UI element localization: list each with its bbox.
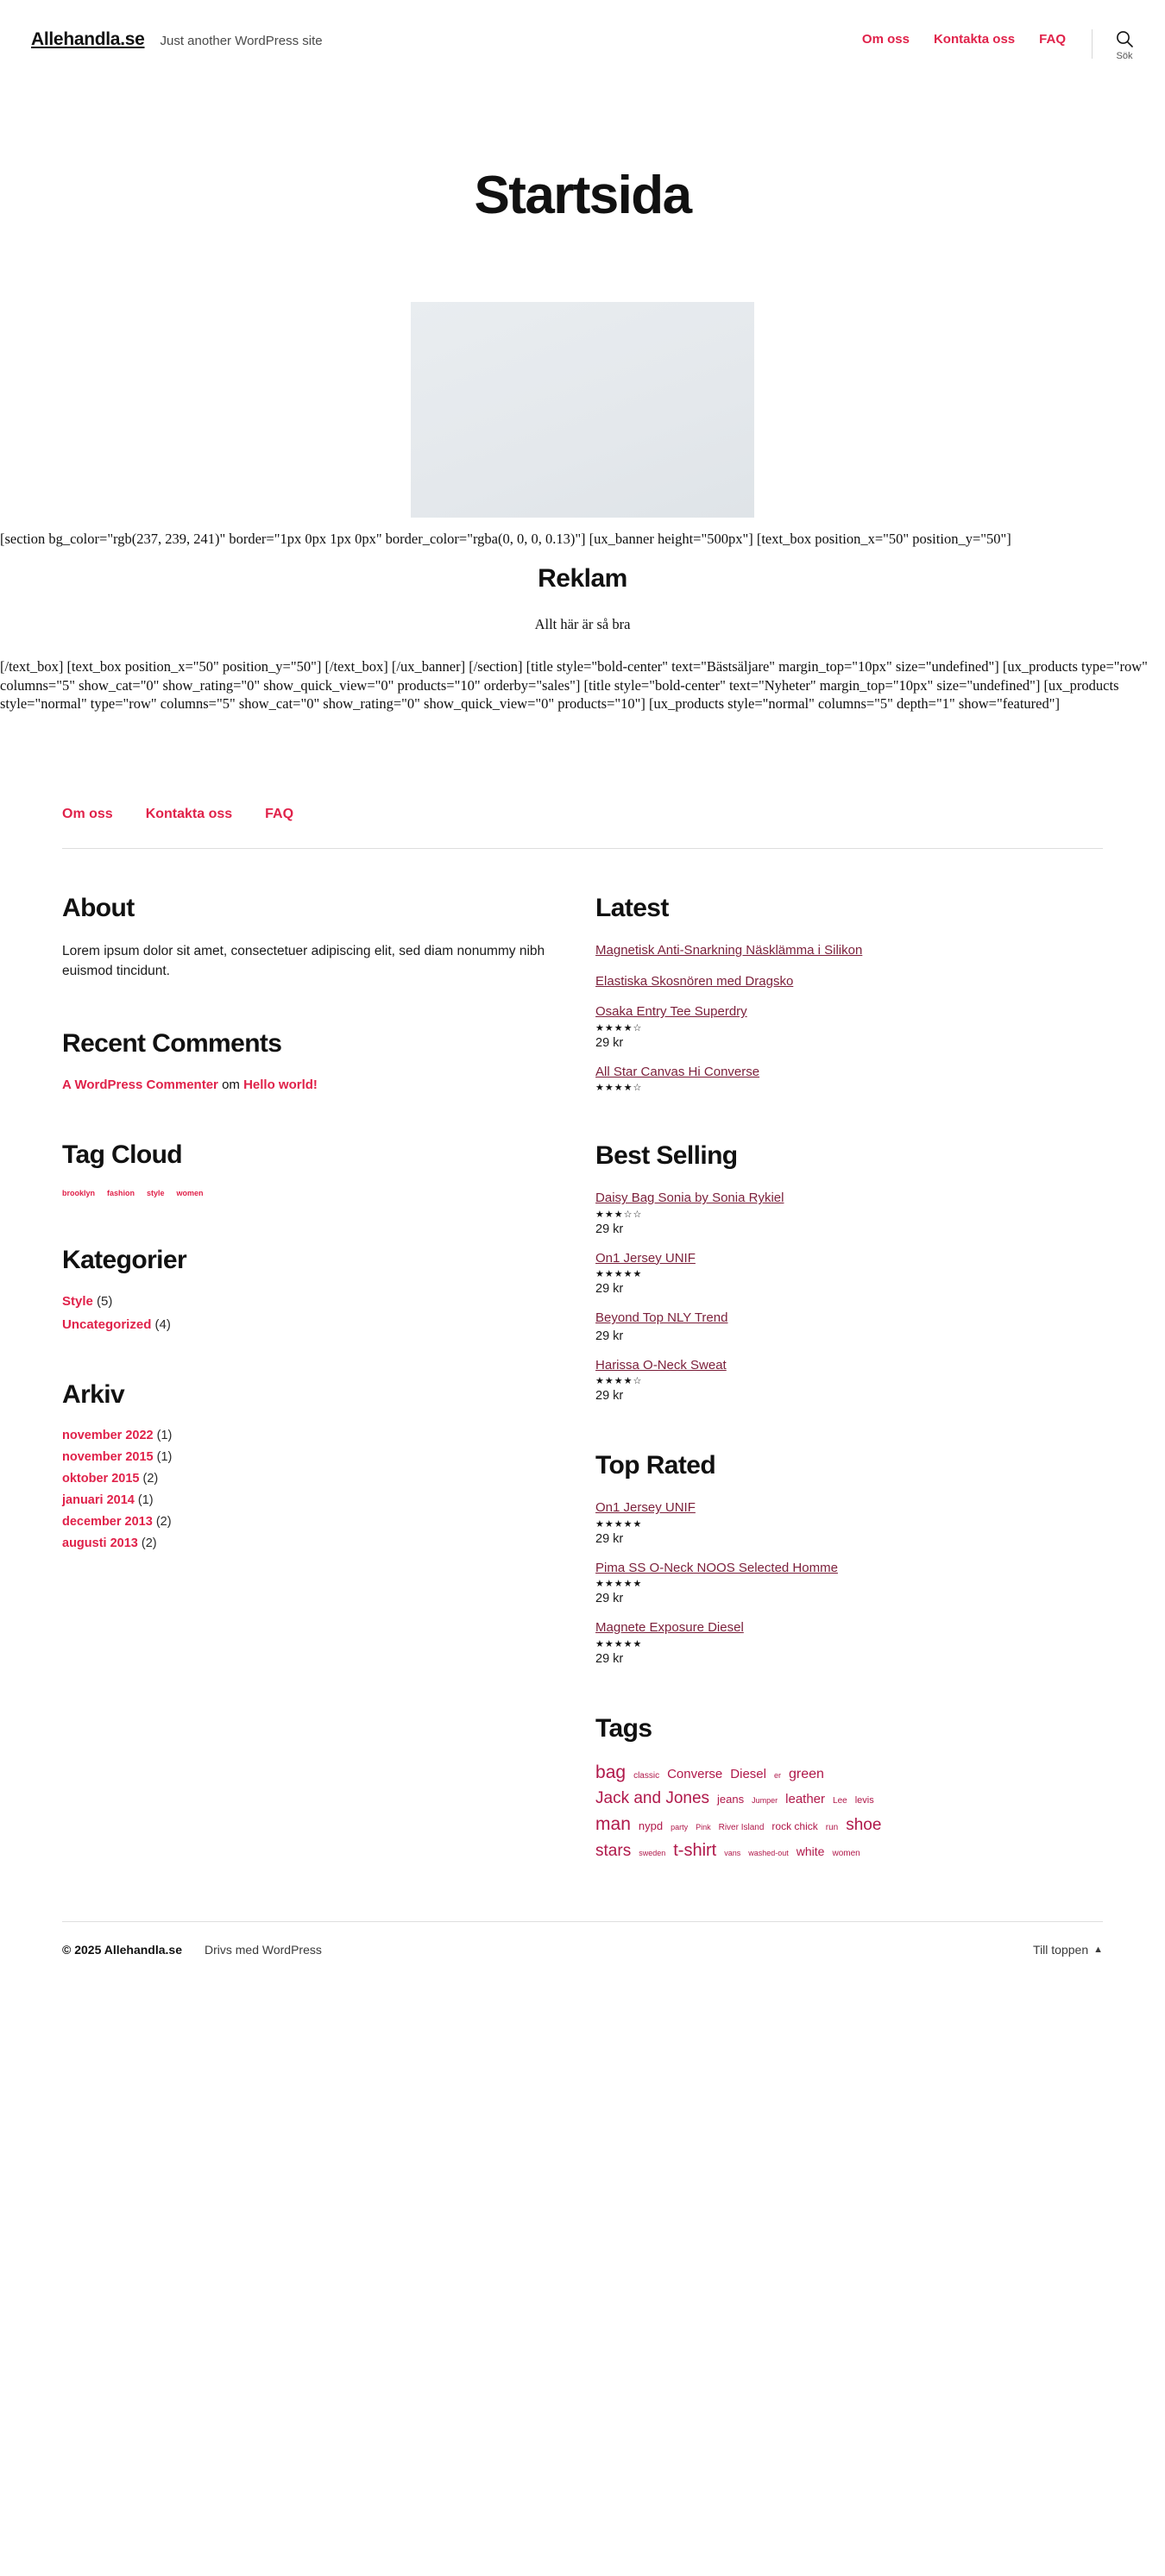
- widget-latest-title: Latest: [595, 894, 669, 923]
- back-to-top-link[interactable]: [1033, 1943, 1103, 1957]
- header-right: [862, 29, 1134, 61]
- product-price: 29 kr: [595, 1389, 624, 1404]
- tag-link[interactable]: man: [595, 1813, 631, 1834]
- archive-count: (2): [155, 1515, 172, 1529]
- product-price: 29 kr: [595, 1222, 624, 1236]
- category-link[interactable]: Style: [62, 1294, 93, 1309]
- list-item: [62, 1450, 561, 1464]
- reklam-heading: Reklam: [538, 563, 627, 593]
- branding: [31, 29, 323, 50]
- archive-count: (1): [156, 1450, 173, 1464]
- widget-kategorier: [62, 1246, 561, 1332]
- tag-link[interactable]: Lee: [833, 1795, 847, 1806]
- top-rated-product-list: [595, 1499, 1103, 1666]
- widget-tags: [595, 1714, 1103, 1861]
- tag-cloud-list: [595, 1762, 889, 1861]
- comment-connector: om: [222, 1078, 240, 1092]
- tag-link[interactable]: stars: [595, 1841, 632, 1860]
- arrow-up-icon: ▲: [1093, 1944, 1103, 1955]
- category-count: (5): [97, 1294, 113, 1309]
- list-item: [595, 973, 1103, 990]
- list-item: [595, 1250, 1103, 1297]
- list-item: [62, 1515, 561, 1529]
- tag-link[interactable]: sweden: [639, 1848, 666, 1857]
- best-selling-product-list: [595, 1190, 1103, 1403]
- nav-item-faq[interactable]: FAQ: [1039, 32, 1066, 47]
- widget-recent-comments: [62, 1029, 561, 1092]
- list-item: [595, 1310, 1103, 1343]
- product-link[interactable]: Harissa O-Neck Sweat: [595, 1357, 727, 1373]
- rating-stars: ★★★★☆: [595, 1083, 643, 1094]
- tag-link[interactable]: bag: [595, 1762, 627, 1782]
- primary-navigation: [862, 29, 1066, 47]
- tag-link[interactable]: style: [147, 1189, 165, 1197]
- product-price: 29 kr: [595, 1531, 624, 1546]
- category-link[interactable]: Uncategorized: [62, 1317, 152, 1332]
- footer-nav-item-om-oss[interactable]: Om oss: [62, 807, 113, 822]
- tag-link[interactable]: women: [176, 1189, 204, 1197]
- product-link[interactable]: All Star Canvas Hi Converse: [595, 1064, 760, 1079]
- product-price: 29 kr: [595, 1329, 624, 1343]
- product-link[interactable]: Pima SS O-Neck NOOS Selected Homme: [595, 1560, 838, 1575]
- list-item: [595, 1357, 1103, 1404]
- archive-count: (1): [137, 1493, 154, 1507]
- rating-stars: ★★★★★: [595, 1269, 643, 1280]
- header-divider: [1092, 29, 1093, 59]
- tag-link[interactable]: nypd: [638, 1819, 664, 1832]
- tag-link[interactable]: levis: [854, 1794, 874, 1806]
- tag-link[interactable]: shoe: [846, 1815, 882, 1834]
- nav-item-kontakta-oss[interactable]: Kontakta oss: [933, 32, 1016, 47]
- list-item: [62, 1429, 561, 1442]
- tag-link[interactable]: white: [796, 1844, 825, 1858]
- recent-comment-item: [62, 1078, 561, 1092]
- list-item: [62, 1294, 561, 1309]
- widget-best-selling-title: Best Selling: [595, 1141, 738, 1171]
- widget-tag-cloud-small: [62, 1140, 561, 1197]
- tag-link[interactable]: t-shirt: [673, 1840, 717, 1860]
- widget-about: [62, 894, 561, 981]
- tag-link[interactable]: Pink: [696, 1822, 711, 1831]
- tag-link[interactable]: women: [832, 1848, 860, 1858]
- footer-nav-item-faq[interactable]: FAQ: [265, 807, 294, 822]
- tag-link[interactable]: rock chick: [771, 1819, 818, 1832]
- footer-nav-item-kontakta-oss[interactable]: Kontakta oss: [145, 807, 233, 822]
- comment-author-link[interactable]: A WordPress Commenter: [62, 1078, 218, 1092]
- tag-link[interactable]: green: [788, 1766, 824, 1781]
- widget-top-rated: [595, 1451, 1103, 1666]
- widget-best-selling: [595, 1141, 1103, 1403]
- tag-link[interactable]: fashion: [107, 1189, 135, 1197]
- list-item: [595, 1499, 1103, 1546]
- reklam-subtext: Allt här är så bra: [534, 615, 631, 632]
- archive-link[interactable]: januari 2014: [62, 1493, 135, 1507]
- product-link[interactable]: Daisy Bag Sonia by Sonia Rykiel: [595, 1191, 784, 1206]
- site-header: [0, 0, 1165, 61]
- widget-about-text: Lorem ipsum dolor sit amet, consectetuer adipiscing elit, sed diam nonummy nibh euismod tincidunt.: [62, 944, 545, 978]
- widget-top-rated-title: Top Rated: [595, 1451, 716, 1480]
- shortcode-text-top: [section bg_color="rgb(237, 239, 241)" border="1px 0px 1px 0px" border_color="rgba(0, 0, 0, 0.13)"] [ux_banner height="500px"] [text_box position_x="50" position_y="50"]: [0, 531, 1011, 547]
- archive-link[interactable]: augusti 2013: [62, 1536, 138, 1550]
- category-count: (4): [154, 1317, 171, 1332]
- archive-link[interactable]: november 2015: [62, 1450, 154, 1464]
- widget-arkiv-title: Arkiv: [62, 1380, 125, 1409]
- list-item: [595, 942, 1103, 959]
- tag-link[interactable]: washed-out: [748, 1848, 789, 1857]
- widget-latest: [595, 894, 1103, 1093]
- site-tagline: Just another WordPress site: [160, 34, 323, 48]
- list-item: [62, 1472, 561, 1486]
- product-link[interactable]: Magnetisk Anti-Snarkning Näsklämma i Silikon: [595, 943, 863, 958]
- content-area: [0, 518, 1165, 713]
- tag-link[interactable]: Jack and Jones: [595, 1788, 710, 1807]
- tag-link[interactable]: Converse: [667, 1766, 723, 1781]
- widget-column-left: [62, 894, 595, 1861]
- widget-tag-cloud-title: Tag Cloud: [62, 1140, 183, 1169]
- nav-item-om-oss[interactable]: Om oss: [861, 32, 910, 47]
- tag-link[interactable]: er: [773, 1770, 781, 1780]
- product-price: 29 kr: [595, 1651, 624, 1666]
- tag-link[interactable]: brooklyn: [62, 1189, 96, 1197]
- tag-link[interactable]: run: [825, 1822, 839, 1832]
- search-toggle[interactable]: [1115, 29, 1134, 61]
- product-price: 29 kr: [595, 1282, 624, 1297]
- list-item: [595, 1560, 1103, 1606]
- tag-link[interactable]: leather: [785, 1791, 826, 1806]
- archive-link[interactable]: oktober 2015: [62, 1472, 140, 1486]
- rating-stars: ★★★★☆: [595, 1022, 643, 1034]
- kategorier-list: [62, 1294, 561, 1332]
- product-link[interactable]: On1 Jersey UNIF: [595, 1500, 696, 1516]
- widget-recent-comments-title: Recent Comments: [62, 1029, 282, 1058]
- rating-stars: ★★★★★: [595, 1579, 643, 1590]
- widget-area: [0, 849, 1165, 1861]
- widget-kategorier-title: Kategorier: [62, 1246, 187, 1274]
- shortcode-text-bottom: [/text_box] [text_box position_x="50" position_y="50"] [/text_box] [/ux_banner] [/section] [title style="bold-center" text="Bästsäljare" margin_top="10px" size="undefined"] [ux_products type="row" columns="5" show_cat="0" show_rating="0" show_quick_view="0" products="10" orderby="sales"] [title style="bold-center" text="Nyheter" margin_top="10px" size="undefined"] [ux_products style="normal" type="row" columns="5" show_cat="0" show_rating="0" show_quick_view="0" products="10"] [ux_products style="normal" columns="5" depth="1" show="featured"]: [0, 657, 1148, 713]
- tag-link[interactable]: classic: [633, 1770, 660, 1781]
- footer-credit[interactable]: Drivs med WordPress: [204, 1942, 322, 1957]
- tag-cloud-small-list: [62, 1189, 561, 1197]
- list-item: [595, 1190, 1103, 1236]
- tag-link[interactable]: party: [671, 1822, 689, 1831]
- back-to-top-label: Till toppen: [1033, 1942, 1089, 1957]
- site-footer: [0, 1922, 1165, 1991]
- product-link[interactable]: Elastiska Skosnören med Dragsko: [595, 973, 794, 989]
- rating-stars: ★★★☆☆: [595, 1209, 643, 1220]
- widget-column-right: [595, 894, 1103, 1861]
- widget-arkiv: [62, 1380, 561, 1550]
- latest-product-list: [595, 942, 1103, 1093]
- list-item: [62, 1493, 561, 1507]
- widget-tags-title: Tags: [595, 1713, 652, 1743]
- product-link[interactable]: Osaka Entry Tee Superdry: [595, 1004, 747, 1020]
- archive-count: (2): [141, 1536, 157, 1550]
- search-icon[interactable]: [1115, 29, 1134, 48]
- search-label: Sök: [1116, 51, 1133, 61]
- list-item: [595, 1619, 1103, 1666]
- product-link[interactable]: On1 Jersey UNIF: [595, 1250, 696, 1266]
- widget-about-title: About: [62, 894, 135, 923]
- list-item: [62, 1317, 561, 1332]
- rating-stars: ★★★★☆: [595, 1376, 643, 1387]
- archive-link[interactable]: november 2022: [62, 1429, 154, 1442]
- tag-link[interactable]: River Island: [718, 1822, 765, 1832]
- list-item: [595, 1064, 1103, 1094]
- rating-stars: ★★★★★: [595, 1518, 643, 1530]
- tag-link[interactable]: vans: [724, 1848, 741, 1857]
- tag-link[interactable]: Diesel: [730, 1766, 766, 1781]
- site-title[interactable]: Allehandla.se: [31, 29, 145, 49]
- archive-count: (2): [142, 1472, 159, 1486]
- list-item: [595, 1003, 1103, 1050]
- rating-stars: ★★★★★: [595, 1638, 643, 1649]
- list-item: [62, 1536, 561, 1550]
- secondary-navigation: [0, 807, 1165, 822]
- product-price: 29 kr: [595, 1592, 624, 1606]
- comment-post-link[interactable]: Hello world!: [243, 1078, 318, 1092]
- tag-link[interactable]: jeans: [717, 1792, 745, 1806]
- footer-left: [62, 1943, 322, 1957]
- product-link[interactable]: Magnete Exposure Diesel: [595, 1620, 744, 1636]
- product-link[interactable]: Beyond Top NLY Trend: [595, 1310, 728, 1326]
- product-price: 29 kr: [595, 1035, 624, 1050]
- archive-link[interactable]: december 2013: [62, 1515, 153, 1529]
- archive-count: (1): [156, 1429, 173, 1442]
- footer-copyright: © 2025 Allehandla.se: [62, 1942, 182, 1957]
- arkiv-list: [62, 1429, 561, 1550]
- tag-link[interactable]: Jumper: [752, 1795, 778, 1805]
- hero-image-placeholder: [411, 302, 754, 518]
- page-title: Startsida: [474, 166, 691, 225]
